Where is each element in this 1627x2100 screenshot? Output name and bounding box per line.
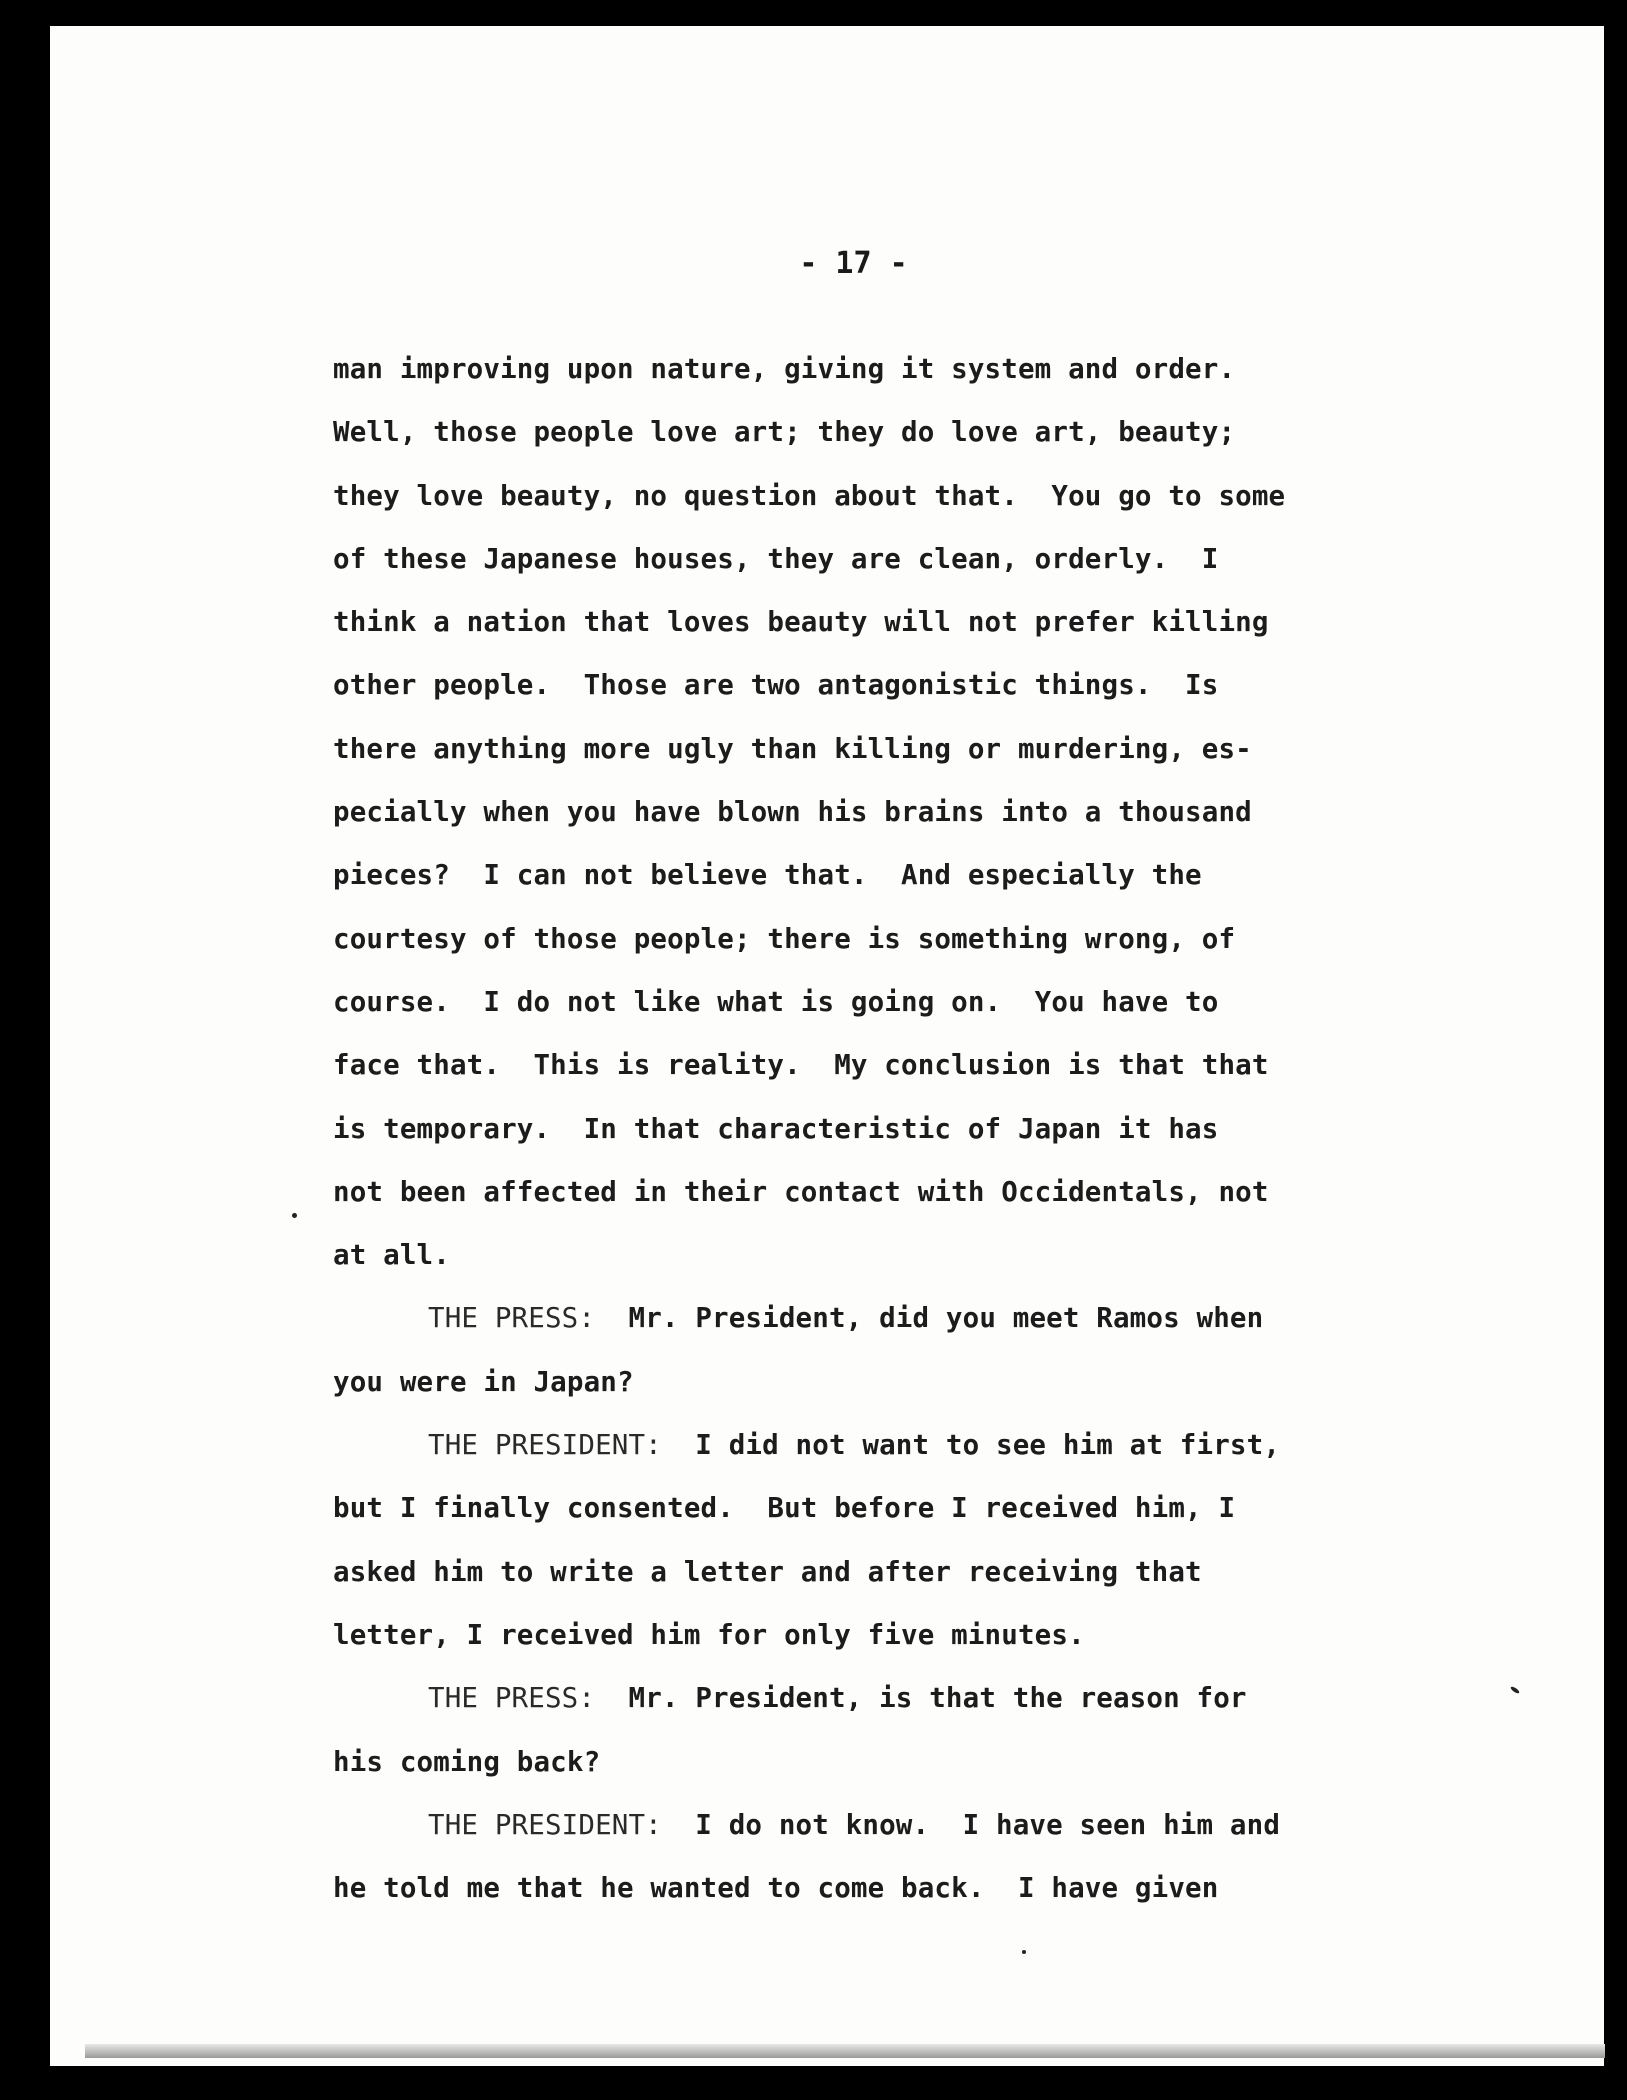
speaker-label: THE PRESS: (428, 1302, 596, 1335)
text-line (333, 1224, 1473, 1287)
text-line (333, 465, 1473, 528)
line-text: you were in Japan? (333, 1365, 634, 1398)
ink-speck (292, 1213, 297, 1218)
text-line (333, 844, 1473, 907)
dialogue-line (333, 1794, 1473, 1857)
line-text: at all. (333, 1239, 450, 1272)
line-text: not been affected in their contact with Occidentals, not (333, 1175, 1269, 1208)
text-line (333, 781, 1473, 844)
text-line (333, 1034, 1473, 1097)
text-line (333, 971, 1473, 1034)
ink-speck (1022, 1950, 1026, 1954)
page-number: - 17 - (799, 246, 908, 281)
text-line (333, 1541, 1473, 1604)
text-line (333, 401, 1473, 464)
text-line (333, 1731, 1473, 1794)
text-line (333, 1098, 1473, 1161)
text-line (333, 1604, 1473, 1667)
line-text: his coming back? (333, 1745, 601, 1778)
dialogue-line (333, 1287, 1473, 1350)
line-text: Mr. President, is that the reason for (595, 1682, 1247, 1715)
line-text: Well, those people love art; they do love art, beauty; (333, 416, 1236, 449)
line-text: of these Japanese houses, they are clean, orderly. I (333, 542, 1219, 575)
line-text: asked him to write a letter and after receiving that (333, 1555, 1202, 1588)
line-text: think a nation that loves beauty will not prefer killing (333, 606, 1269, 639)
line-text: Mr. President, did you meet Ramos when (595, 1302, 1264, 1335)
line-text: letter, I received him for only five minutes. (333, 1618, 1085, 1651)
text-line (333, 1351, 1473, 1414)
line-text: but I finally consented. But before I received him, I (333, 1492, 1236, 1525)
text-line (333, 718, 1473, 781)
line-text: other people. Those are two antagonistic things. Is (333, 669, 1219, 702)
dialogue-line (333, 1667, 1473, 1730)
text-line (333, 1857, 1473, 1920)
line-text: man improving upon nature, giving it system and order. (333, 353, 1236, 385)
dialogue-line (333, 1414, 1473, 1477)
line-text: I did not want to see him at first, (661, 1429, 1281, 1462)
typed-text-body (333, 338, 1473, 1920)
line-text: I do not know. I have seen him and (661, 1808, 1281, 1841)
speaker-label: THE PRESS: (428, 1682, 596, 1715)
page-bottom-edge (85, 2044, 1605, 2058)
text-line (333, 591, 1473, 654)
speaker-label: THE PRESIDENT: (428, 1808, 662, 1841)
text-line (333, 338, 1473, 401)
text-line (333, 528, 1473, 591)
text-line (333, 1477, 1473, 1540)
line-text: course. I do not like what is going on. You have to (333, 985, 1219, 1018)
line-text: he told me that he wanted to come back. I have given (333, 1872, 1219, 1905)
line-text: there anything more ugly than killing or murdering, es- (333, 732, 1252, 765)
line-text: face that. This is reality. My conclusion is that that (333, 1049, 1269, 1082)
line-text: they love beauty, no question about that. You go to some (333, 479, 1286, 512)
line-text: is temporary. In that characteristic of Japan it has (333, 1112, 1219, 1145)
text-line (333, 1161, 1473, 1224)
text-line (333, 908, 1473, 971)
text-line (333, 654, 1473, 717)
line-text: pieces? I can not believe that. And especially the (333, 859, 1202, 892)
line-text: pecially when you have blown his brains into a thousand (333, 796, 1252, 829)
speaker-label: THE PRESIDENT: (428, 1429, 662, 1462)
line-text: courtesy of those people; there is something wrong, of (333, 922, 1236, 955)
